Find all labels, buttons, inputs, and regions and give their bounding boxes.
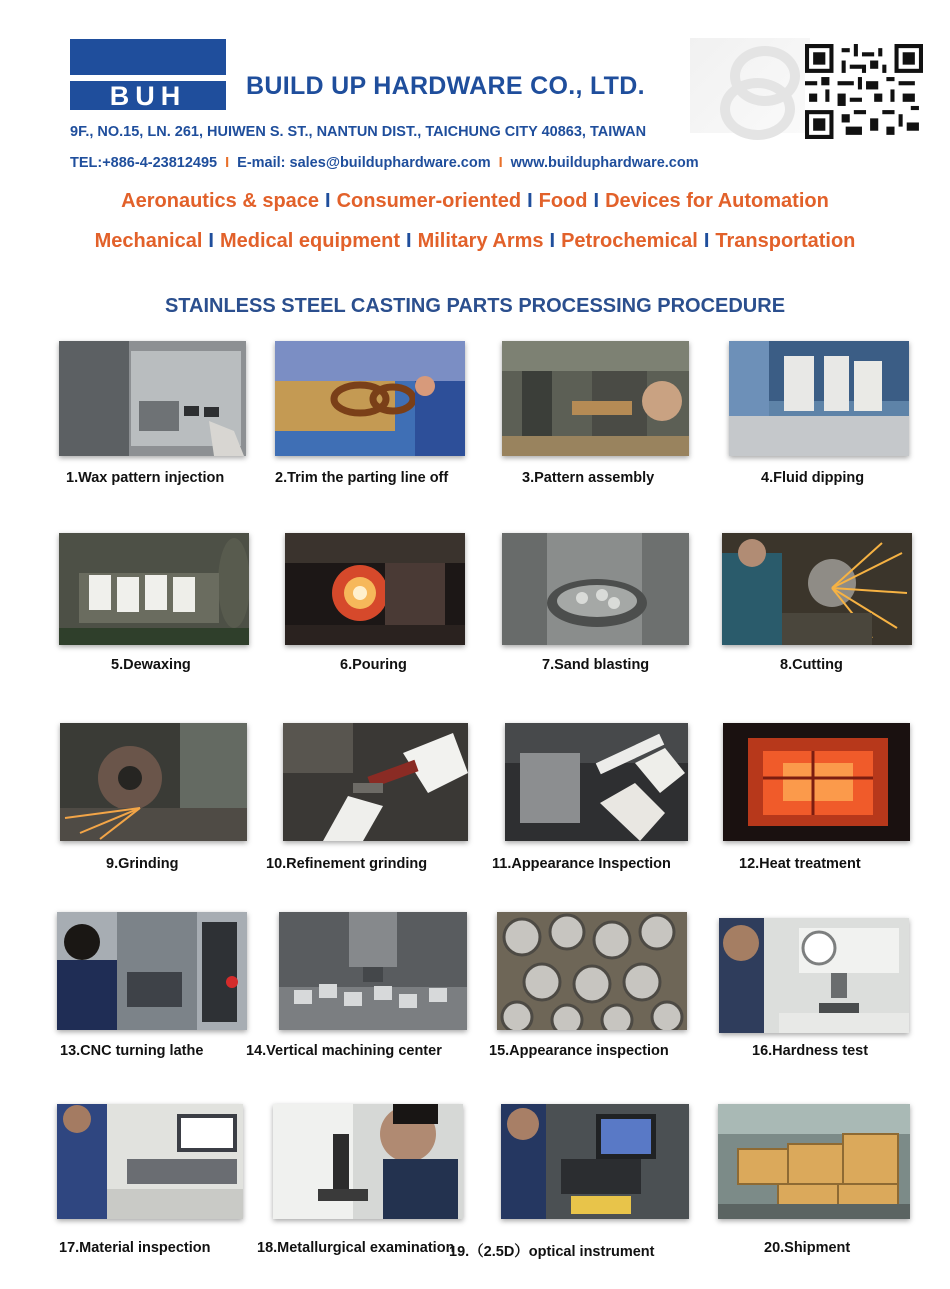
step-label: 1.Wax pattern injection — [66, 470, 225, 486]
telephone: TEL:+886-4-23812495 — [70, 155, 218, 171]
grinding-wheel-photo — [60, 723, 247, 841]
industry-item: Petrochemical — [561, 230, 698, 252]
dewaxing-autoclave-photo — [59, 533, 249, 645]
separator: I — [703, 230, 710, 252]
separator: I — [225, 155, 230, 171]
company-address: 9F., NO.15, LN. 261, HUIWEN S. ST., NANTUN DIST., TAICHUNG CITY 40863, TAIWAN — [70, 124, 647, 140]
machined-parts-pile-photo — [497, 912, 687, 1030]
heat-furnace-photo — [723, 723, 910, 841]
website-url: www.builduphardware.com — [510, 155, 699, 171]
company-name: BUILD UP HARDWARE CO., LTD. — [246, 72, 645, 100]
microscope-examination-photo — [273, 1104, 463, 1219]
step-label: 3.Pattern assembly — [522, 470, 655, 486]
hardness-tester-photo — [719, 918, 909, 1033]
machining-center-parts-photo — [279, 912, 467, 1030]
cnc-lathe-operator-photo — [57, 912, 247, 1030]
cutting-sparks-photo — [722, 533, 912, 645]
industries-row-2 — [0, 230, 950, 253]
industry-item: Food — [538, 190, 588, 212]
industry-item: Consumer-oriented — [336, 190, 522, 212]
industry-item: Devices for Automation — [605, 190, 829, 212]
qr-code-icon — [805, 44, 923, 139]
separator: I — [593, 190, 600, 212]
separator: I — [549, 230, 556, 252]
contact-line — [70, 155, 699, 171]
step-label: 12.Heat treatment — [739, 856, 861, 872]
step-label: 2.Trim the parting line off — [275, 470, 449, 486]
wax-injection-machine-photo — [59, 341, 246, 456]
separator: I — [498, 155, 503, 171]
step-label: 20.Shipment — [764, 1240, 851, 1256]
separator: I — [208, 230, 214, 252]
step-label: 17.Material inspection — [59, 1240, 211, 1256]
trimming-wax-parts-photo — [275, 341, 465, 456]
separator: I — [406, 230, 412, 252]
logo-text: BUH — [109, 81, 187, 111]
industry-item: Military Arms — [417, 230, 544, 252]
step-label: 19.（2.5D）optical instrument — [449, 1244, 655, 1260]
section-title: STAINLESS STEEL CASTING PARTS PROCESSING PROCEDURE — [164, 295, 786, 317]
gloved-inspection-photo — [505, 723, 688, 841]
ceramic-slurry-dipping-photo — [729, 341, 909, 456]
separator: I — [325, 190, 331, 212]
industry-item: Mechanical — [94, 230, 203, 252]
step-label: 15.Appearance inspection — [489, 1043, 669, 1059]
email-address: E-mail: sales@builduphardware.com — [237, 155, 491, 171]
molten-metal-pouring-photo — [285, 533, 465, 645]
step-label: 14.Vertical machining center — [246, 1043, 442, 1059]
industry-item: Aeronautics & space — [121, 190, 320, 212]
hand-grinding-tool-photo — [283, 723, 468, 841]
step-label: 7.Sand blasting — [542, 657, 650, 673]
spectrometer-station-photo — [57, 1104, 243, 1219]
company-logo — [70, 39, 226, 110]
separator: I — [527, 190, 533, 212]
pattern-assembly-photo — [502, 341, 689, 456]
step-label: 5.Dewaxing — [111, 657, 191, 673]
step-label: 6.Pouring — [340, 657, 407, 673]
step-label: 10.Refinement grinding — [266, 856, 428, 872]
step-label: 11.Appearance Inspection — [492, 856, 671, 872]
industry-item: Transportation — [715, 230, 856, 252]
decorative-coil-graphic — [690, 38, 810, 133]
boxes-on-pallets-photo — [718, 1104, 910, 1219]
step-label: 9.Grinding — [106, 856, 179, 872]
optical-measuring-instrument-photo — [501, 1104, 689, 1219]
step-label: 13.CNC turning lathe — [60, 1043, 204, 1059]
step-label: 8.Cutting — [780, 657, 843, 673]
sand-blasting-machine-photo — [502, 533, 689, 645]
step-label: 16.Hardness test — [752, 1043, 869, 1059]
step-label: 18.Metallurgical examination — [257, 1240, 455, 1256]
step-label: 4.Fluid dipping — [761, 470, 865, 486]
industries-row-1 — [0, 190, 950, 213]
industry-item: Medical equipment — [219, 230, 400, 252]
